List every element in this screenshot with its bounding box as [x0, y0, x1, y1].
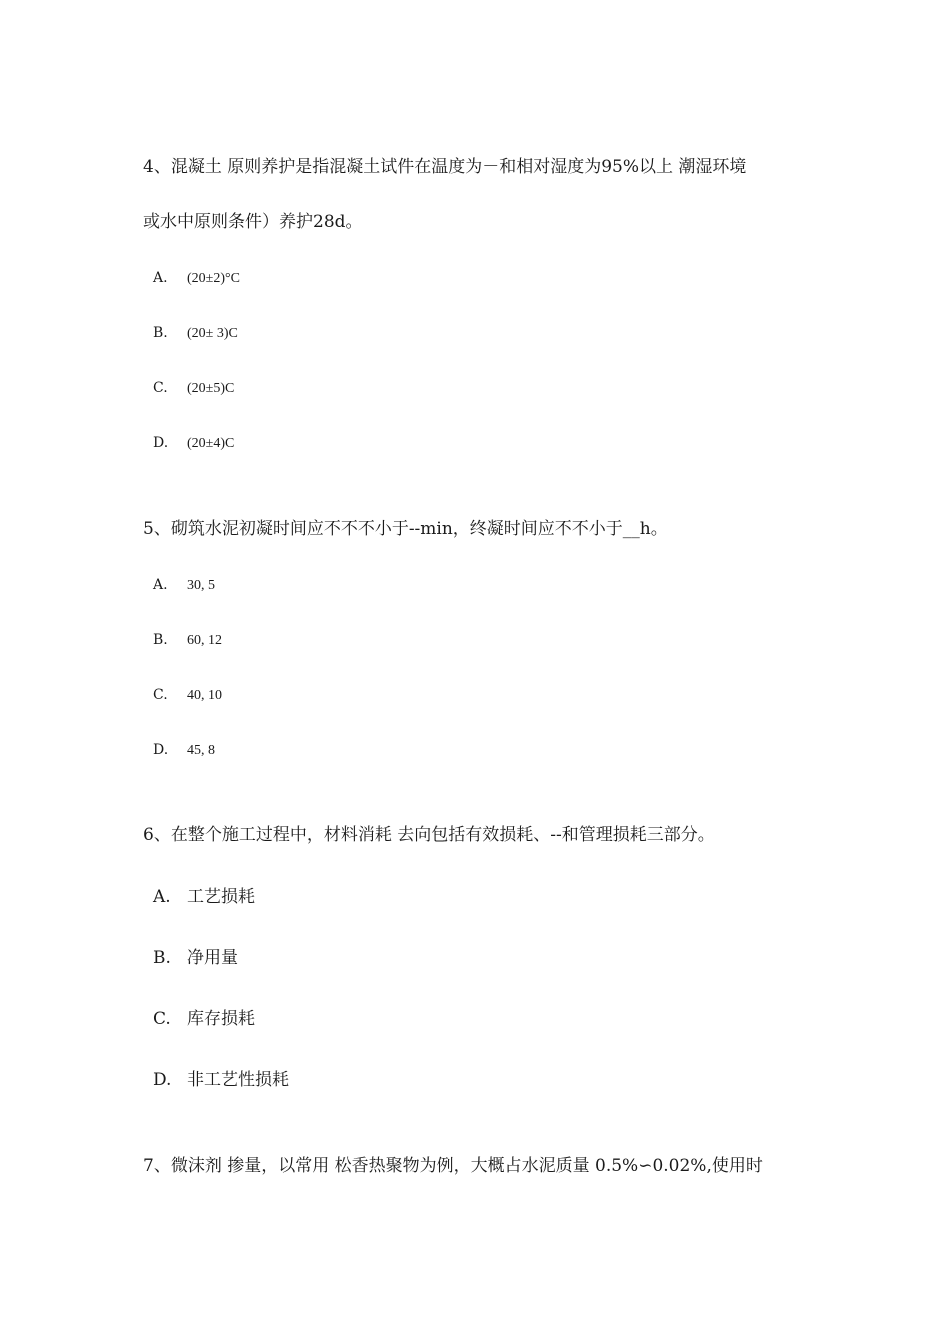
option-text: (20±5)C [187, 381, 235, 396]
question-5-option-c [153, 687, 222, 704]
option-text: 40, 10 [187, 688, 222, 703]
option-letter: D. [153, 435, 169, 451]
question-5-option-b [153, 632, 222, 649]
option-text: 库存损耗 [187, 1009, 255, 1029]
question-4-line-2: 或水中原则条件）养护28d。 [143, 212, 363, 232]
option-text: 工艺损耗 [187, 887, 255, 907]
option-letter: B. [153, 632, 168, 648]
option-letter: B. [153, 948, 171, 968]
option-text: 60, 12 [187, 633, 222, 648]
question-5-option-d [153, 742, 215, 759]
option-text: 净用量 [187, 948, 238, 968]
option-letter: C. [153, 687, 168, 703]
option-letter: A. [153, 887, 171, 907]
option-text: 非工艺性损耗 [187, 1070, 289, 1090]
question-6-option-c [153, 1004, 255, 1029]
question-4-option-a [153, 270, 240, 287]
option-text: (20±4)C [187, 436, 235, 451]
question-6-option-d [153, 1065, 289, 1090]
option-letter: C. [153, 380, 168, 396]
option-text: (20±2)°C [187, 271, 240, 286]
question-5-line-1: 5、砌筑水泥初凝时间应不不不小于--min，终凝时间应不不小于__h。 [143, 519, 668, 539]
option-letter: A. [153, 270, 168, 286]
option-letter: A. [153, 577, 168, 593]
question-4-line-1: 4、混凝土 原则养护是指混凝土试件在温度为－和相对湿度为95%以上 潮湿环境 [143, 157, 747, 177]
question-7-line-1: 7、微沫剂 掺量，以常用 松香热聚物为例，大概占水泥质量 0.5%∽0.02%,使用时 [143, 1156, 763, 1176]
option-letter: D. [153, 1070, 172, 1090]
question-4-option-b [153, 325, 238, 342]
question-4-option-d [153, 435, 234, 452]
option-letter: B. [153, 325, 168, 341]
question-4-option-c [153, 380, 234, 397]
question-6-line-1: 6、在整个施工过程中，材料消耗 去向包括有效损耗、--和管理损耗三部分。 [143, 825, 715, 845]
option-text: 45, 8 [187, 743, 215, 758]
option-text: (20± 3)C [187, 326, 238, 341]
question-6-option-b [153, 943, 238, 968]
option-text: 30, 5 [187, 578, 215, 593]
question-5-option-a [153, 577, 215, 594]
question-6-option-a [153, 882, 255, 907]
option-letter: C. [153, 1009, 171, 1029]
option-letter: D. [153, 742, 169, 758]
